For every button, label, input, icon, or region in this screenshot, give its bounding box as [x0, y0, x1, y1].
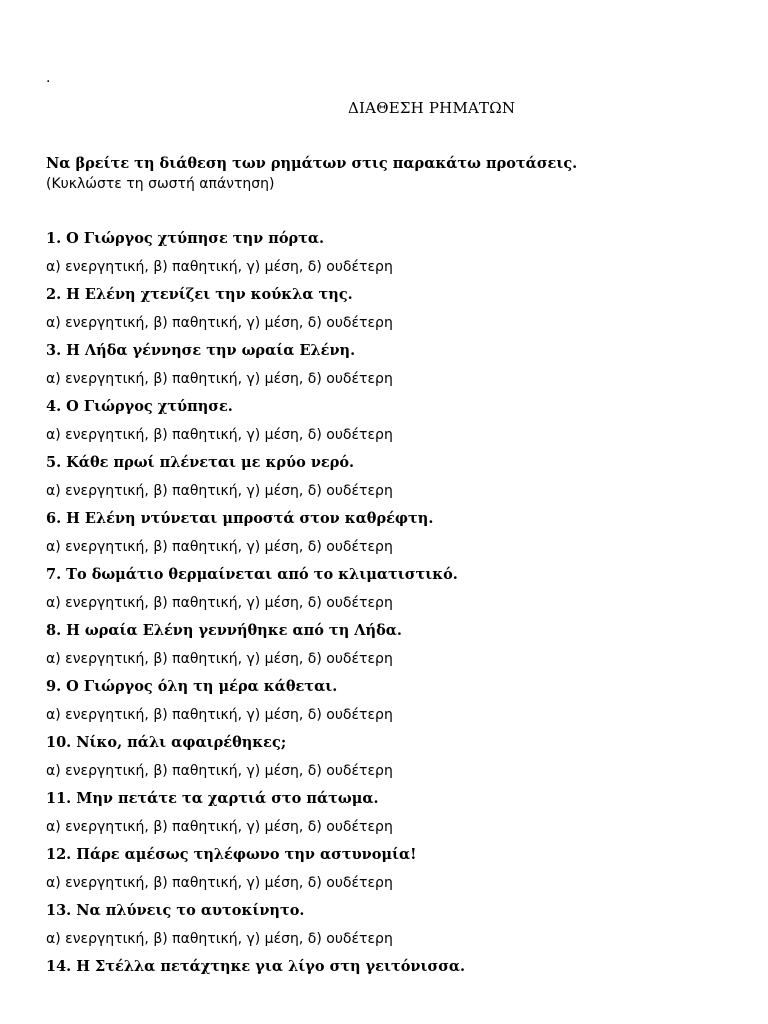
question-text: 6. Η Ελένη ντύνεται μπροστά στον καθρέφτη.	[46, 510, 434, 527]
instruction-text: Να βρείτε τη διάθεση των ρημάτων στις παρακάτω προτάσεις.	[46, 155, 578, 172]
question-item	[46, 957, 746, 1013]
question-item	[46, 901, 746, 957]
answer-options: α) ενεργητική, β) παθητική, γ) μέση, δ) ουδέτερη	[46, 315, 393, 331]
answer-options: α) ενεργητική, β) παθητική, γ) μέση, δ) ουδέτερη	[46, 595, 393, 611]
answer-options: α) ενεργητική, β) παθητική, γ) μέση, δ) ουδέτερη	[46, 483, 393, 499]
question-item	[46, 677, 746, 733]
question-text: 10. Νίκο, πάλι αφαιρέθηκες;	[46, 734, 287, 751]
question-text: 8. Η ωραία Ελένη γεννήθηκε από τη Λήδα.	[46, 622, 402, 639]
answer-options: α) ενεργητική, β) παθητική, γ) μέση, δ) ουδέτερη	[46, 707, 393, 723]
leading-dot: .	[46, 70, 51, 86]
question-list	[46, 229, 746, 1013]
question-text: 3. Η Λήδα γέννησε την ωραία Ελένη.	[46, 342, 356, 359]
question-text: 2. Η Ελένη χτενίζει την κούκλα της.	[46, 286, 353, 303]
question-item	[46, 285, 746, 341]
question-item	[46, 397, 746, 453]
answer-options: α) ενεργητική, β) παθητική, γ) μέση, δ) ουδέτερη	[46, 931, 393, 947]
question-text: 14. Η Στέλλα πετάχτηκε για λίγο στη γειτόνισσα.	[46, 958, 466, 975]
question-text: 12. Πάρε αμέσως τηλέφωνο την αστυνομία!	[46, 846, 417, 863]
question-item	[46, 229, 746, 285]
question-text: 9. Ο Γιώργος όλη τη μέρα κάθεται.	[46, 678, 338, 695]
instruction-note: (Κυκλώστε τη σωστή απάντηση)	[46, 176, 275, 192]
page-title: ΔΙΑΘΕΣΗ ΡΗΜΑΤΩΝ	[348, 99, 516, 117]
question-item	[46, 845, 746, 901]
question-item	[46, 789, 746, 845]
question-text: 4. Ο Γιώργος χτύπησε.	[46, 398, 233, 415]
question-item	[46, 509, 746, 565]
answer-options: α) ενεργητική, β) παθητική, γ) μέση, δ) ουδέτερη	[46, 539, 393, 555]
question-item	[46, 621, 746, 677]
answer-options: α) ενεργητική, β) παθητική, γ) μέση, δ) ουδέτερη	[46, 763, 393, 779]
question-item	[46, 453, 746, 509]
question-text: 7. Το δωμάτιο θερμαίνεται από το κλιματιστικό.	[46, 566, 458, 583]
answer-options: α) ενεργητική, β) παθητική, γ) μέση, δ) ουδέτερη	[46, 819, 393, 835]
question-item	[46, 341, 746, 397]
question-text: 5. Κάθε πρωί πλένεται με κρύο νερό.	[46, 454, 355, 471]
answer-options: α) ενεργητική, β) παθητική, γ) μέση, δ) ουδέτερη	[46, 651, 393, 667]
question-text: 11. Μην πετάτε τα χαρτιά στο πάτωμα.	[46, 790, 379, 807]
answer-options: α) ενεργητική, β) παθητική, γ) μέση, δ) ουδέτερη	[46, 259, 393, 275]
question-item	[46, 733, 746, 789]
question-text: 1. Ο Γιώργος χτύπησε την πόρτα.	[46, 230, 325, 247]
answer-options: α) ενεργητική, β) παθητική, γ) μέση, δ) ουδέτερη	[46, 371, 393, 387]
answer-options: α) ενεργητική, β) παθητική, γ) μέση, δ) ουδέτερη	[46, 427, 393, 443]
question-item	[46, 565, 746, 621]
question-text: 13. Να πλύνεις το αυτοκίνητο.	[46, 902, 305, 919]
answer-options: α) ενεργητική, β) παθητική, γ) μέση, δ) ουδέτερη	[46, 875, 393, 891]
